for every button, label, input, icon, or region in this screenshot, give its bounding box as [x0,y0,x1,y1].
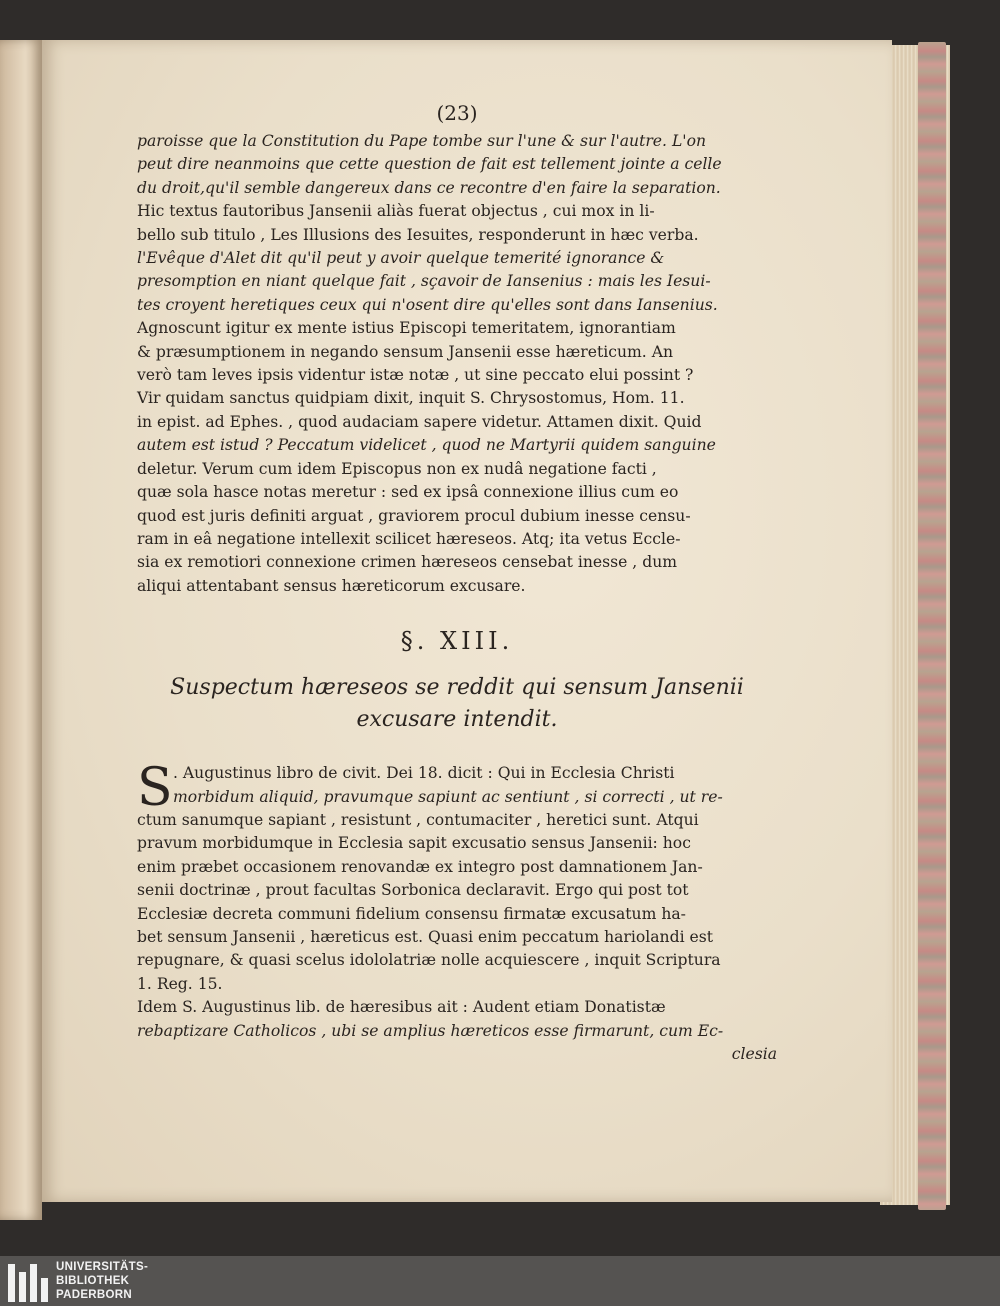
text-line: Vir quidam sanctus quidpiam dixit, inquit S. Chrysostomus, Hom. 11. [137,389,685,408]
text-line: paroisse que la Constitution du Pape tombe sur l'une & sur l'autre. L'on [137,132,707,150]
library-name-line: BIBLIOTHEK [56,1275,130,1287]
text-line: du droit,qu'il semble dangereux dans ce recontre d'en faire la separation. [137,178,721,197]
text-line: . Augustinus libro de civit. Dei 18. dicit : Qui in Ecclesia Christi [173,764,675,783]
text-line: Idem S. Augustinus lib. de hæresibus ait : Audent etiam Donatistæ [137,998,666,1017]
top-paragraph [137,130,777,598]
text-line: senii doctrinæ , prout facultas Sorbonica declaravit. Ergo qui post tot [137,881,689,900]
library-logo-icon [8,1260,48,1302]
page-number: (23) [436,101,478,125]
text-line: bet sensum Jansenii , hæreticus est. Quasi enim peccatum hariolandi est [137,927,714,946]
section-heading [137,672,777,736]
text-line: sia ex remotiori connexione crimen hæreseos censebat inesse , dum [137,553,678,572]
text-line: aliqui attentabant sensus hæreticorum excusare. [137,576,526,595]
text-line: 1. Reg. 15. [137,974,223,993]
text-line: morbidum aliquid, pravumque sapiunt ac sentiunt , si correcti , ut re- [173,787,723,806]
text-line: presomption en niant quelque fait , sçavoir de Iansenius : mais les Iesui- [137,272,711,291]
text-line: Ecclesiæ decreta communi fidelium consensu firmatæ excusatum ha- [137,904,686,923]
library-name-line: UNIVERSITÄTS- [56,1261,149,1273]
footer-bar [0,1256,1000,1306]
text-line: quod est juris definiti arguat , graviorem procul dubium inesse censu- [137,506,691,525]
text-line: peut dire neanmoins que cette question de fait est tellement jointe a celle [137,155,722,174]
text-line: verò tam leves ipsis videntur istæ notæ , ut sine peccato elui possint ? [137,366,694,385]
left-page-edge [0,40,42,1220]
text-line: ram in eâ negatione intellexit scilicet hæreseos. Atq; ita vetus Eccle- [137,529,681,548]
page-text [137,100,777,1066]
text-line: in epist. ad Ephes. , quod audaciam sapere videtur. Attamen dixit. Quid [137,412,702,431]
book-cover-edge [918,42,946,1210]
body-paragraph [137,758,777,1043]
text-line: Agnoscunt igitur ex mente istius Episcopi temeritatem, ignorantiam [137,319,676,338]
text-line: Hic textus fautoribus Jansenii aliàs fuerat objectus , cui mox in li- [137,202,655,221]
text-line: deletur. Verum cum idem Episcopus non ex nudâ negatione facti , [137,459,657,478]
text-line: pravum morbidumque in Ecclesia sapit excusatio sensus Jansenii: hoc [137,834,691,853]
text-line: repugnare, & quasi scelus idololatriæ nolle acquiescere , inquit Scriptura [137,951,721,970]
catchword: clesia [731,1045,777,1063]
text-line: enim præbet occasionem renovandæ ex integro post damnationem Jan- [137,857,703,876]
library-name [56,1260,148,1302]
section-mark: §. XIII. [400,627,514,656]
text-line: bello sub titulo , Les Illusions des Iesuites, responderunt in hæc verba. [137,225,699,244]
text-line: autem est istud ? Peccatum videlicet , quod ne Martyrii quidem sanguine [137,436,716,455]
text-line: & præsumptionem in negando sensum Jansenii esse hæreticum. An [137,342,674,361]
heading-line: Suspectum hæreseos se reddit qui sensum Jansenii [170,675,744,701]
text-line: quæ sola hasce notas meretur : sed ex ipsâ connexione illius cum eo [137,483,679,502]
text-line: ctum sanumque sapiant , resistunt , contumaciter , heretici sunt. Atqui [137,810,699,829]
drop-cap: S [137,758,173,819]
text-line: tes croyent heretiques ceux qui n'osent dire qu'elles sont dans Iansenius. [137,295,718,314]
library-name-line: PADERBORN [56,1289,132,1301]
text-line: l'Evêque d'Alet dit qu'il peut y avoir quelque temerité ignorance & [137,249,665,268]
heading-line: excusare intendit. [356,707,558,733]
text-line: rebaptizare Catholicos , ubi se amplius hæreticos esse firmarunt, cum Ec- [137,1021,724,1040]
